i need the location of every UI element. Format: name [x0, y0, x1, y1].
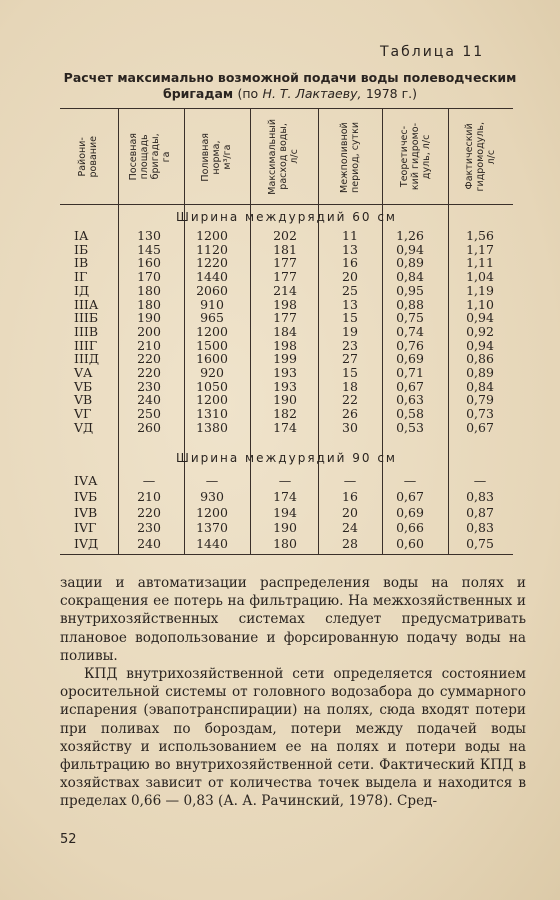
header-sown-area: Посевная площадь бригады, га	[128, 133, 172, 181]
table-header-rule	[60, 204, 513, 205]
table-cell: 13	[342, 241, 358, 257]
table-cell: 0,69	[396, 351, 424, 367]
table-cell: 0,94	[396, 241, 424, 257]
table-cell: 193	[273, 378, 297, 394]
table-cell: IIIВ	[74, 323, 98, 339]
table-cell: —	[278, 473, 292, 488]
table-cell: IД	[74, 282, 90, 298]
table-cell: 193	[273, 365, 297, 380]
table-cell: 202	[273, 228, 297, 243]
table-cell: 965	[200, 310, 224, 326]
paragraph: зации и автоматизации распределения воды на полях и сокращения ее потерь на фильтрацию. На межхозяйственных и внутрихозяйственных системах следует предусматривать плановое водопользование и форсированную подачу воды на поливы.	[60, 575, 526, 664]
table-cell: 0,83	[466, 488, 494, 504]
table-cell: IГ	[74, 269, 88, 285]
table-cell: 0,95	[396, 282, 424, 298]
table-cell: 0,92	[466, 323, 494, 339]
table-cell: 20	[342, 504, 358, 520]
table-cell: 0,71	[396, 365, 424, 380]
table-cell: 182	[273, 406, 297, 422]
table-cell: VВ	[74, 392, 93, 408]
table-cell: 214	[273, 282, 297, 298]
table-cell: IА	[74, 228, 89, 243]
table-row	[60, 489, 513, 505]
table-cell: 194	[273, 504, 297, 520]
table-cell: 0,67	[466, 419, 494, 435]
table-cell: IVВ	[74, 504, 98, 520]
table-bottom-rule	[60, 554, 513, 555]
table-cell: 25	[342, 282, 358, 298]
table-cell: 23	[342, 337, 358, 353]
table-cell: 1440	[196, 536, 228, 552]
table-cell: 0,89	[396, 255, 424, 271]
table-cell: IБ	[74, 241, 89, 257]
table-cell: 0,74	[396, 323, 424, 339]
table-cell: 0,66	[396, 520, 424, 536]
table-cell: 160	[137, 255, 161, 271]
table-row	[60, 420, 513, 436]
table-cell: VГ	[74, 406, 92, 422]
table-cell: 145	[137, 241, 161, 257]
table-cell: 0,60	[396, 536, 424, 552]
table-cell: 198	[273, 296, 297, 312]
table-cell: 0,87	[466, 504, 494, 520]
table-cell: 0,94	[466, 310, 494, 326]
table-cell: 1200	[196, 228, 228, 243]
table-cell: VА	[74, 365, 93, 380]
table-cell: 920	[200, 365, 224, 380]
caption-line-1: Расчет максимально возможной подачи воды полеводческим	[63, 70, 517, 85]
table-cell: 13	[342, 296, 358, 312]
caption-line-2	[60, 86, 520, 102]
table-cell: 1200	[196, 392, 228, 408]
table-cell: 26	[342, 406, 358, 422]
body-text	[60, 574, 526, 811]
table-cell: 260	[137, 419, 161, 435]
table-cell: IIIБ	[74, 310, 98, 326]
table-cell: IIIА	[74, 296, 99, 312]
table-cell: 1500	[196, 337, 228, 353]
table-cell: 1050	[196, 378, 228, 394]
table-cell: 0,63	[396, 392, 424, 408]
table-cell: 1200	[196, 504, 228, 520]
table-caption	[60, 70, 520, 102]
table-cell: 1,04	[466, 269, 494, 285]
header-regionalization: Райони- рование	[77, 136, 99, 178]
table-cell: 1600	[196, 351, 228, 367]
table-cell: 0,53	[396, 419, 424, 435]
table-cell: 220	[137, 365, 161, 380]
table-cell: 190	[137, 310, 161, 326]
table-top-rule	[60, 108, 513, 109]
table-cell: —	[473, 473, 487, 488]
table-cell: IIIГ	[74, 337, 98, 353]
table-cell: 190	[273, 392, 297, 408]
table-cell: 0,89	[466, 365, 494, 380]
table-cell: 0,84	[466, 378, 494, 394]
table-cell: 1,56	[466, 228, 494, 243]
table-row	[60, 520, 513, 536]
table-row	[60, 536, 513, 552]
table-cell: 1380	[196, 419, 228, 435]
table-cell: 240	[137, 392, 161, 408]
table-cell: 0,67	[396, 488, 424, 504]
table-cell: 0,84	[396, 269, 424, 285]
table-cell: 210	[137, 488, 161, 504]
table-cell: 177	[273, 310, 297, 326]
caption-paren-open: (по	[237, 86, 259, 101]
table-cell: 0,76	[396, 337, 424, 353]
table-cell: 220	[137, 504, 161, 520]
table-cell: 230	[137, 520, 161, 536]
table-cell: 1200	[196, 323, 228, 339]
table-cell: 1440	[196, 269, 228, 285]
table-cell: 198	[273, 337, 297, 353]
table-cell: 240	[137, 536, 161, 552]
caption-author: Н. Т. Лактаеву,	[262, 86, 362, 101]
table-cell: 177	[273, 269, 297, 285]
table-cell: IVБ	[74, 488, 98, 504]
table-cell: 180	[273, 536, 297, 552]
table-cell: 0,79	[466, 392, 494, 408]
table-cell: 250	[137, 406, 161, 422]
header-irrigation-norm: Поливная норма, м³/га	[199, 132, 233, 182]
table-cell: 1,26	[396, 228, 424, 243]
table-cell: 30	[342, 419, 358, 435]
table-cell: 27	[342, 351, 358, 367]
table-number: Таблица 11	[380, 44, 485, 60]
table-cell: 177	[273, 255, 297, 271]
table-cell: 174	[273, 488, 297, 504]
table-cell: 180	[137, 296, 161, 312]
page-number: 52	[60, 832, 77, 847]
table-cell: 15	[342, 310, 358, 326]
table-cell: IIIД	[74, 351, 99, 367]
table-cell: 0,94	[466, 337, 494, 353]
table-cell: 0,73	[466, 406, 494, 422]
table-cell: 220	[137, 351, 161, 367]
table-cell: 11	[342, 228, 358, 243]
table-cell: IVГ	[74, 520, 97, 536]
header-interval: Межполивной период, сутки	[339, 121, 361, 193]
table-cell: 28	[342, 536, 358, 552]
table-cell: —	[403, 473, 417, 488]
table-cell: 190	[273, 520, 297, 536]
table-cell: IVА	[74, 473, 98, 488]
table-cell: 19	[342, 323, 358, 339]
table-cell: 230	[137, 378, 161, 394]
table-cell: 199	[273, 351, 297, 367]
table-cell: 200	[137, 323, 161, 339]
table-cell: 2060	[196, 282, 228, 298]
table-cell: 0,69	[396, 504, 424, 520]
table-cell: 1,17	[466, 241, 494, 257]
paragraph: КПД внутрихозяйственной сети определяется состоянием оросительной системы от головного водозабора до суммарного испарения (эвапотранспирации) на полях, сюда входят потери при поливах по бороздам, потери между подачей воды хозяйству и использованием ее на полях и потери воды на фильтрацию во внутрихозяйственной сети. Фактический КПД в хозяйствах зависит от количества точек выдела и находится в пределах 0,66 — 0,83 (А. А. Рачинский, 1978). Сред-	[60, 666, 526, 810]
caption-brigades: бригадам	[162, 86, 234, 101]
table-cell: 24	[342, 520, 358, 536]
table-cell: 910	[200, 296, 224, 312]
table-cell: 130	[137, 228, 161, 243]
table-cell: VБ	[74, 378, 93, 394]
section-title-90cm: Ширина междурядий 90 см	[176, 451, 397, 465]
table-cell: 930	[200, 488, 224, 504]
table-cell: 1,10	[466, 296, 494, 312]
table-cell: 181	[273, 241, 297, 257]
caption-year: 1978 г.)	[365, 86, 418, 101]
table-cell: 16	[342, 255, 358, 271]
table-cell: 174	[273, 419, 297, 435]
table-cell: 0,58	[396, 406, 424, 422]
table-cell: —	[142, 473, 156, 488]
table-cell: 15	[342, 365, 358, 380]
table-cell: 170	[137, 269, 161, 285]
table-cell: VД	[74, 419, 94, 435]
table-cell: 0,67	[396, 378, 424, 394]
table-cell: 1,19	[466, 282, 494, 298]
table-cell: 22	[342, 392, 358, 408]
table-cell: 0,86	[466, 351, 494, 367]
table-cell: 0,83	[466, 520, 494, 536]
table-cell: IВ	[74, 255, 89, 271]
table-row	[60, 473, 513, 489]
header-actual-hydromodule: Фактический гидромодуль, л/с	[463, 122, 497, 192]
table-cell: IVД	[74, 536, 99, 552]
table-row	[60, 505, 513, 521]
table-cell: 1,11	[466, 255, 494, 271]
table-cell: 0,75	[396, 310, 424, 326]
header-theoretical-hydromodule: Теоретичес- кий гидромо- дуль, л/с	[398, 123, 432, 191]
header-max-flow: Максимальный расход воды, л/с	[266, 119, 300, 195]
table-cell: 0,75	[466, 536, 494, 552]
table-cell: 180	[137, 282, 161, 298]
table-cell: 184	[273, 323, 297, 339]
table-cell: 18	[342, 378, 358, 394]
table-cell: 0,88	[396, 296, 424, 312]
table-cell: 1370	[196, 520, 228, 536]
section-title-60cm: Ширина междурядий 60 см	[176, 210, 397, 224]
table-cell: 16	[342, 488, 358, 504]
table-cell: 210	[137, 337, 161, 353]
table-cell: —	[205, 473, 219, 488]
table-cell: 1310	[196, 406, 228, 422]
table-cell: 1220	[196, 255, 228, 271]
table-cell: —	[343, 473, 357, 488]
table-cell: 1120	[196, 241, 228, 257]
table-cell: 20	[342, 269, 358, 285]
